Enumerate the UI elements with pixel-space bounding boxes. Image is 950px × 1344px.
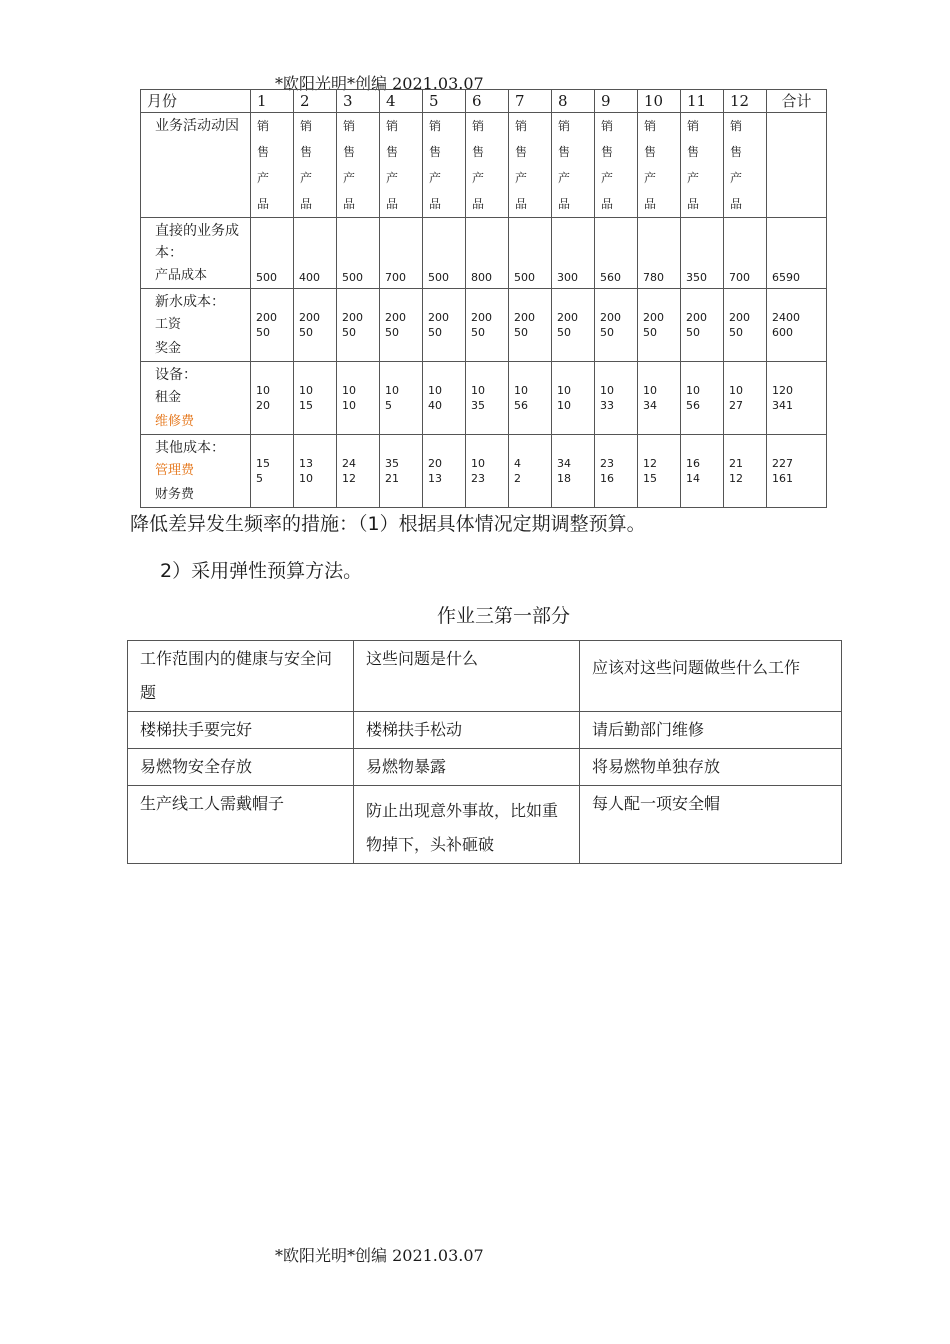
salary-row-value-b: 50 [729, 326, 743, 339]
other-row-value-cell [466, 435, 509, 508]
month-header-cell [337, 90, 380, 113]
direct-value: 780 [643, 271, 664, 284]
driver-char: 品 [515, 197, 528, 211]
other-row-value-cell [552, 435, 595, 508]
hs-cell-text: 每人配一项安全帽 [592, 794, 721, 813]
other-row-value-b: 12 [342, 472, 356, 485]
driver-char: 产 [429, 171, 442, 185]
equipment-row-value-a: 10 [557, 384, 571, 397]
salary-row-value-cell [595, 289, 638, 362]
salary-row-value-cell [337, 289, 380, 362]
salary-row-value-cell [638, 289, 681, 362]
equipment-row-value-b: 10 [557, 399, 571, 412]
driver-char: 售 [601, 145, 614, 159]
page-footer: *欧阳光明*创编 2021.03.07 [275, 1246, 484, 1265]
salary-row-value-cell [552, 289, 595, 362]
equipment-row-value-b: 5 [385, 399, 392, 412]
driver-cell [595, 113, 638, 218]
page-header: *欧阳光明*创编 2021.03.07 [275, 74, 484, 93]
other-row-value-cell [681, 435, 724, 508]
equipment-row-value-cell [380, 362, 423, 435]
hs-cell [128, 786, 354, 864]
driver-cell [681, 113, 724, 218]
month-header-cell [681, 90, 724, 113]
driver-char: 产 [730, 171, 743, 185]
driver-char: 销 [644, 119, 657, 133]
salary-row-value-b: 50 [643, 326, 657, 339]
equipment-row-value-cell [337, 362, 380, 435]
other-row-value-a: 21 [729, 457, 743, 470]
budget-table [140, 89, 827, 508]
equipment-row-value-cell [638, 362, 681, 435]
other-row-value-a: 10 [471, 457, 485, 470]
driver-char: 产 [601, 171, 614, 185]
salary-row-value-b: 50 [299, 326, 313, 339]
equipment-row-value-cell [294, 362, 337, 435]
equipment-row-total-cell [767, 362, 827, 435]
total-label: 合计 [781, 91, 812, 110]
other-row-label: 其他成本： [155, 440, 225, 456]
hs-row [128, 749, 842, 786]
driver-char: 售 [515, 145, 528, 159]
month-header-cell [294, 90, 337, 113]
month-number: 1 [257, 91, 267, 110]
driver-char: 品 [429, 197, 442, 211]
salary-row-item: 奖金 [155, 341, 182, 356]
direct-total: 6590 [772, 271, 800, 284]
salary-row-value-a: 200 [299, 311, 320, 324]
direct-value-cell [380, 218, 423, 289]
hs-cell [580, 749, 842, 786]
driver-char: 售 [730, 145, 743, 159]
month-header-cell [509, 90, 552, 113]
month-header-cell [466, 90, 509, 113]
driver-char: 品 [644, 197, 657, 211]
other-row-value-cell [595, 435, 638, 508]
hs-cell-text: 生产线工人需戴帽子 [140, 794, 285, 813]
hs-cell-text: 易燃物暴露 [366, 757, 447, 776]
month-number: 5 [429, 91, 439, 110]
equipment-row-value-a: 10 [600, 384, 614, 397]
equipment-row-value-a: 10 [428, 384, 442, 397]
other-row-value-b: 23 [471, 472, 485, 485]
month-header-cell [595, 90, 638, 113]
salary-row-value-b: 50 [256, 326, 270, 339]
salary-row-label: 新水成本： [155, 294, 225, 310]
salary-row-value-a: 200 [514, 311, 535, 324]
hs-cell [354, 786, 580, 864]
hs-cell [128, 712, 354, 749]
month-number: 9 [601, 91, 611, 110]
equipment-row-value-a: 10 [686, 384, 700, 397]
other-row-value-b: 21 [385, 472, 399, 485]
salary-row-total-b: 600 [772, 326, 793, 339]
other-row-value-a: 35 [385, 457, 399, 470]
salary-row-label-cell [141, 289, 251, 362]
salary-row-value-a: 200 [428, 311, 449, 324]
other-row-value-a: 15 [256, 457, 270, 470]
driver-char: 售 [343, 145, 356, 159]
other-row-total-a: 227 [772, 457, 793, 470]
equipment-row-value-b: 15 [299, 399, 313, 412]
driver-char: 品 [558, 197, 571, 211]
equipment-row-value-b: 27 [729, 399, 743, 412]
salary-row-value-cell [509, 289, 552, 362]
other-row-value-a: 4 [514, 457, 521, 470]
salary-row-value-a: 200 [256, 311, 277, 324]
driver-char: 销 [343, 119, 356, 133]
other-row-value-cell [724, 435, 767, 508]
salary-row-value-b: 50 [514, 326, 528, 339]
driver-char: 销 [300, 119, 313, 133]
other-row-value-a: 23 [600, 457, 614, 470]
direct-item: 产品成本 [155, 268, 208, 283]
direct-value-cell [423, 218, 466, 289]
direct-value-cell [509, 218, 552, 289]
salary-row-value-a: 200 [600, 311, 621, 324]
salary-row-item: 工资 [155, 317, 182, 332]
other-row-value-a: 24 [342, 457, 356, 470]
driver-char: 售 [558, 145, 571, 159]
direct-value-cell [638, 218, 681, 289]
direct-value: 400 [299, 271, 320, 284]
hs-cell [580, 712, 842, 749]
hs-header: 应该对这些问题做些什么工作 [592, 658, 801, 677]
salary-row-value-a: 200 [385, 311, 406, 324]
hs-cell-text: 将易燃物单独存放 [592, 757, 721, 776]
equipment-row-value-a: 10 [514, 384, 528, 397]
salary-row-value-a: 200 [342, 311, 363, 324]
direct-label-cell [141, 218, 251, 289]
driver-total-cell [767, 113, 827, 218]
month-number: 11 [687, 91, 707, 110]
driver-char: 品 [257, 197, 270, 211]
other-row-value-b: 13 [428, 472, 442, 485]
other-row-value-b: 10 [299, 472, 313, 485]
salary-row-total-a: 2400 [772, 311, 800, 324]
other-row-value-cell [638, 435, 681, 508]
driver-char: 产 [644, 171, 657, 185]
driver-char: 销 [515, 119, 528, 133]
equipment-row-value-a: 10 [729, 384, 743, 397]
driver-cell [294, 113, 337, 218]
driver-char: 售 [429, 145, 442, 159]
driver-char: 销 [257, 119, 270, 133]
driver-char: 产 [472, 171, 485, 185]
hs-row [128, 712, 842, 749]
salary-row-value-b: 50 [686, 326, 700, 339]
hs-cell-text: 请后勤部门维修 [592, 720, 705, 739]
hs-header-cell [354, 641, 580, 712]
equipment-row [141, 362, 827, 435]
salary-row-value-b: 50 [471, 326, 485, 339]
hs-row [128, 786, 842, 864]
month-number: 7 [515, 91, 525, 110]
salary-row-value-cell [423, 289, 466, 362]
direct-value-cell [724, 218, 767, 289]
driver-label-cell [141, 113, 251, 218]
equipment-row-value-b: 35 [471, 399, 485, 412]
other-row-value-cell [423, 435, 466, 508]
equipment-row-value-cell [552, 362, 595, 435]
driver-char: 产 [687, 171, 700, 185]
month-label: 月份 [147, 91, 178, 110]
other-row-value-a: 16 [686, 457, 700, 470]
other-row-item: 财务费 [155, 487, 195, 502]
salary-row-value-cell [251, 289, 294, 362]
driver-cell [251, 113, 294, 218]
hs-header-row [128, 641, 842, 712]
equipment-row-label: 设备： [155, 367, 197, 383]
driver-char: 售 [472, 145, 485, 159]
salary-row-value-a: 200 [557, 311, 578, 324]
driver-cell [337, 113, 380, 218]
equipment-row-total-a: 120 [772, 384, 793, 397]
salary-row-value-a: 200 [471, 311, 492, 324]
equipment-row-value-b: 40 [428, 399, 442, 412]
equipment-row-value-b: 56 [514, 399, 528, 412]
equipment-row-label-cell [141, 362, 251, 435]
month-header-cell [423, 90, 466, 113]
driver-char: 销 [386, 119, 399, 133]
driver-char: 销 [472, 119, 485, 133]
direct-value: 500 [514, 271, 535, 284]
driver-char: 产 [300, 171, 313, 185]
driver-label: 业务活动动因 [155, 118, 239, 134]
salary-row-value-b: 50 [385, 326, 399, 339]
driver-char: 售 [644, 145, 657, 159]
equipment-row-total-b: 341 [772, 399, 793, 412]
driver-char: 售 [300, 145, 313, 159]
driver-cell [552, 113, 595, 218]
other-row-value-cell [337, 435, 380, 508]
driver-char: 销 [601, 119, 614, 133]
driver-cell [724, 113, 767, 218]
salary-row-value-cell [724, 289, 767, 362]
other-row-value-b: 12 [729, 472, 743, 485]
driver-char: 售 [257, 145, 270, 159]
month-header-cell [552, 90, 595, 113]
other-row-value-a: 13 [299, 457, 313, 470]
direct-cost-row [141, 218, 827, 289]
equipment-row-value-a: 10 [299, 384, 313, 397]
direct-value-cell [251, 218, 294, 289]
other-row-value-b: 2 [514, 472, 521, 485]
direct-value: 700 [385, 271, 406, 284]
other-row-value-a: 34 [557, 457, 571, 470]
equipment-row-value-cell [595, 362, 638, 435]
driver-cell [380, 113, 423, 218]
driver-char: 产 [558, 171, 571, 185]
equipment-row-value-cell [681, 362, 724, 435]
other-row-value-cell [251, 435, 294, 508]
driver-cell [638, 113, 681, 218]
other-row-value-a: 20 [428, 457, 442, 470]
hs-header: 这些问题是什么 [366, 649, 479, 668]
measures-line-1: 降低差异发生频率的措施：（1）根据具体情况定期调整预算。 [130, 513, 646, 535]
month-header-cell [724, 90, 767, 113]
equipment-row-value-b: 34 [643, 399, 657, 412]
direct-value-cell [337, 218, 380, 289]
hs-cell-text: 易燃物安全存放 [140, 757, 253, 776]
other-row-value-a: 12 [643, 457, 657, 470]
direct-label: 直接的业务成本： [155, 223, 239, 261]
total-header-cell [767, 90, 827, 113]
salary-row-value-b: 50 [600, 326, 614, 339]
month-number: 8 [558, 91, 568, 110]
other-row-value-b: 5 [256, 472, 263, 485]
direct-value-cell [466, 218, 509, 289]
hs-header-cell [580, 641, 842, 712]
driver-char: 售 [386, 145, 399, 159]
driver-char: 销 [429, 119, 442, 133]
other-row-value-cell [509, 435, 552, 508]
other-row-value-cell [380, 435, 423, 508]
equipment-row-value-cell [251, 362, 294, 435]
driver-char: 品 [730, 197, 743, 211]
salary-row-total-cell [767, 289, 827, 362]
equipment-row-value-a: 10 [385, 384, 399, 397]
equipment-row-value-cell [509, 362, 552, 435]
equipment-row-value-b: 33 [600, 399, 614, 412]
direct-value: 500 [256, 271, 277, 284]
equipment-row-value-b: 10 [342, 399, 356, 412]
driver-char: 销 [558, 119, 571, 133]
direct-value: 500 [342, 271, 363, 284]
driver-char: 产 [257, 171, 270, 185]
equipment-row-value-a: 10 [643, 384, 657, 397]
direct-value-cell [552, 218, 595, 289]
direct-value-cell [681, 218, 724, 289]
other-row-label-cell [141, 435, 251, 508]
equipment-row-value-cell [724, 362, 767, 435]
other-row-value-b: 14 [686, 472, 700, 485]
driver-char: 品 [343, 197, 356, 211]
equipment-row-value-a: 10 [342, 384, 356, 397]
salary-row-value-cell [294, 289, 337, 362]
salary-row-value-a: 200 [643, 311, 664, 324]
driver-char: 品 [300, 197, 313, 211]
salary-row-value-b: 50 [342, 326, 356, 339]
direct-total-cell [767, 218, 827, 289]
other-row-value-b: 18 [557, 472, 571, 485]
driver-char: 品 [601, 197, 614, 211]
driver-char: 品 [472, 197, 485, 211]
salary-row-value-cell [380, 289, 423, 362]
month-header-cell [380, 90, 423, 113]
driver-char: 售 [687, 145, 700, 159]
hs-cell [354, 749, 580, 786]
equipment-row-item: 维修费 [155, 414, 195, 429]
month-header-cell [251, 90, 294, 113]
driver-char: 销 [687, 119, 700, 133]
direct-value: 560 [600, 271, 621, 284]
equipment-row-value-cell [423, 362, 466, 435]
other-row-value-b: 15 [643, 472, 657, 485]
salary-row-value-a: 200 [686, 311, 707, 324]
budget-header-row [141, 90, 827, 113]
driver-char: 品 [687, 197, 700, 211]
month-number: 2 [300, 91, 310, 110]
driver-cell [423, 113, 466, 218]
salary-row [141, 289, 827, 362]
equipment-row-value-cell [466, 362, 509, 435]
driver-cell [466, 113, 509, 218]
direct-value: 350 [686, 271, 707, 284]
month-number: 6 [472, 91, 482, 110]
direct-value: 500 [428, 271, 449, 284]
other-row [141, 435, 827, 508]
hs-cell [354, 712, 580, 749]
driver-char: 产 [343, 171, 356, 185]
section-title: 作业三第一部分 [437, 605, 571, 627]
salary-row-value-b: 50 [557, 326, 571, 339]
driver-char: 销 [730, 119, 743, 133]
driver-row [141, 113, 827, 218]
other-row-total-cell [767, 435, 827, 508]
direct-value-cell [294, 218, 337, 289]
equipment-row-value-b: 20 [256, 399, 270, 412]
salary-row-value-cell [466, 289, 509, 362]
month-label-cell [141, 90, 251, 113]
salary-row-value-a: 200 [729, 311, 750, 324]
month-number: 3 [343, 91, 353, 110]
month-number: 12 [730, 91, 750, 110]
hs-header: 工作范围内的健康与安全问题 [140, 649, 333, 702]
month-header-cell [638, 90, 681, 113]
month-number: 10 [644, 91, 664, 110]
direct-value: 700 [729, 271, 750, 284]
hs-cell [128, 749, 354, 786]
equipment-row-value-b: 56 [686, 399, 700, 412]
other-row-value-cell [294, 435, 337, 508]
month-number: 4 [386, 91, 396, 110]
other-row-item: 管理费 [155, 463, 195, 478]
hs-cell-text: 防止出现意外事故，比如重物掉下，头补砸破 [366, 801, 559, 854]
hs-cell [580, 786, 842, 864]
other-row-total-b: 161 [772, 472, 793, 485]
direct-value: 800 [471, 271, 492, 284]
other-row-value-b: 16 [600, 472, 614, 485]
salary-row-value-cell [681, 289, 724, 362]
equipment-row-value-a: 10 [256, 384, 270, 397]
equipment-row-item: 租金 [155, 390, 182, 405]
driver-char: 产 [515, 171, 528, 185]
equipment-row-value-a: 10 [471, 384, 485, 397]
health-safety-table [127, 640, 842, 864]
direct-value-cell [595, 218, 638, 289]
driver-char: 产 [386, 171, 399, 185]
hs-cell-text: 楼梯扶手松动 [366, 720, 463, 739]
direct-value: 300 [557, 271, 578, 284]
salary-row-value-b: 50 [428, 326, 442, 339]
hs-header-cell [128, 641, 354, 712]
driver-char: 品 [386, 197, 399, 211]
measures-line-2: 2）采用弹性预算方法。 [160, 560, 363, 582]
hs-cell-text: 楼梯扶手要完好 [140, 720, 253, 739]
driver-cell [509, 113, 552, 218]
